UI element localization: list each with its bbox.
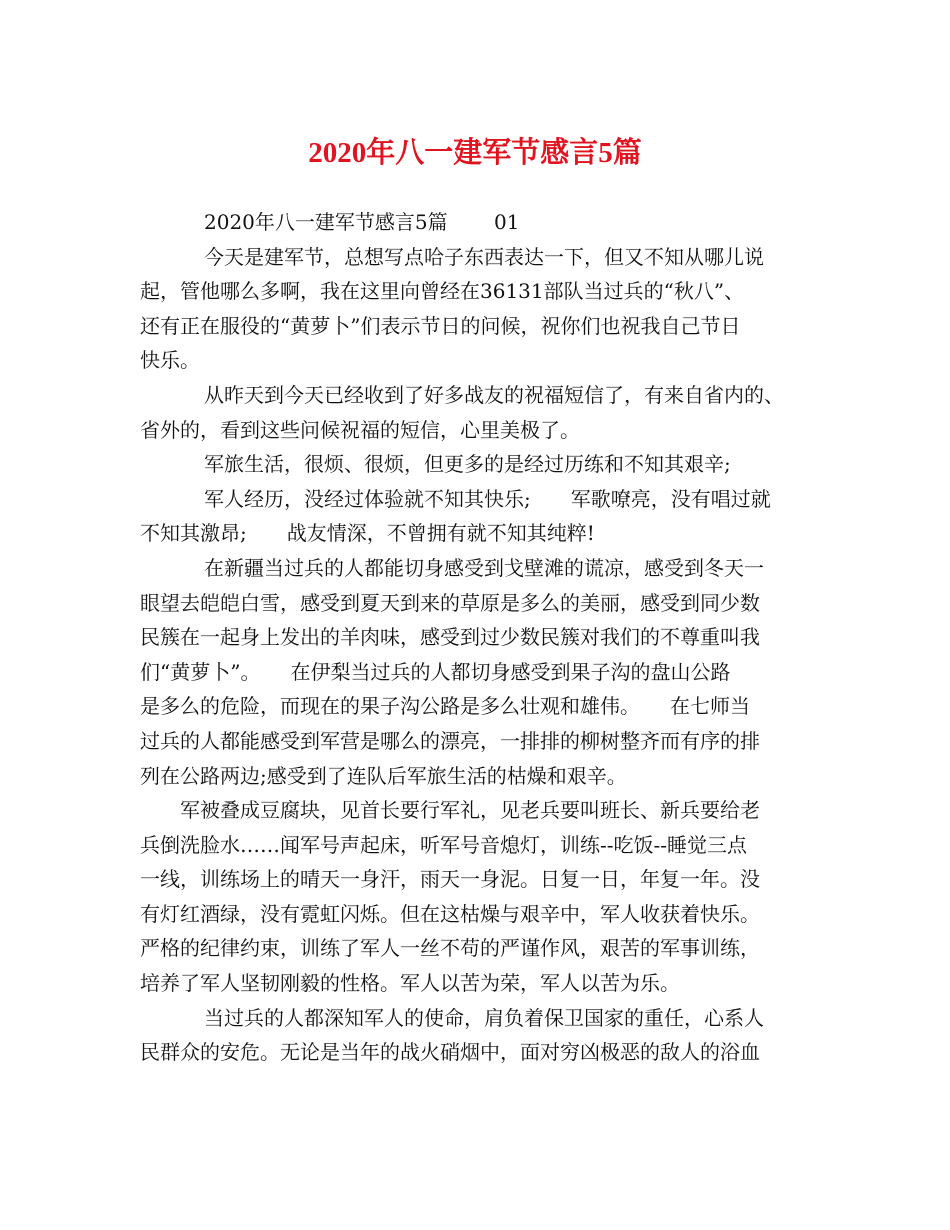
text-line: 列在公路两边;感受到了连队后军旅生活的枯燥和艰辛。 <box>140 763 627 788</box>
text-line: 军被叠成豆腐块，见首长要行军礼，见老兵要叫班长、新兵要给老 <box>180 798 760 823</box>
text-line: 从昨天到今天已经收到了好多战友的祝福短信了，有来自省内的、 <box>204 382 784 407</box>
text-line: 过兵的人都能感受到军营是哪么的漂亮，一排排的柳树整齐而有序的排 <box>140 728 760 753</box>
text-line: 军旅生活，很烦、很烦，但更多的是经过历练和不知其艰辛; <box>204 452 731 477</box>
text-line: 军人经历，没经过体验就不知其快乐; 军歌嘹亮，没有唱过就 <box>204 486 771 511</box>
text-line: 当过兵的人都深知军人的使命，肩负着保卫国家的重任，心系人 <box>204 1005 764 1030</box>
text-line: 民簇在一起身上发出的羊肉味，感受到过少数民簇对我们的不尊重叫我 <box>140 625 760 650</box>
text-line: 有灯红酒绿，没有霓虹闪烁。但在这枯燥与艰辛中，军人收获着快乐。 <box>140 901 760 926</box>
text-line: 省外的，看到这些问候祝福的短信，心里美极了。 <box>140 417 580 442</box>
text-line: 是多么的危险，而现在的果子沟公路是多么壮观和雄伟。 在七师当 <box>140 694 750 719</box>
document-title: 2020年八一建军节感言5篇 <box>308 137 642 169</box>
text-line: 严格的纪律约束，训练了军人一丝不苟的严谨作风，艰苦的军事训练， <box>140 936 760 961</box>
text-line: 培养了军人坚韧刚毅的性格。军人以苦为荣，军人以苦为乐。 <box>140 971 680 996</box>
text-line: 不知其激昂; 战友情深，不曾拥有就不知其纯粹! <box>140 521 595 546</box>
text-line: 兵倒洗脸水……闻军号声起床，听军号音熄灯，训练--吃饭--睡觉三点 <box>140 832 748 857</box>
document-body <box>140 205 820 1070</box>
text-line: 们“黄萝卜”。 在伊梨当过兵的人都切身感受到果子沟的盘山公路 <box>140 659 731 684</box>
text-line: 2020年八一建军节感言5篇 01 <box>204 210 520 234</box>
text-line: 在新疆当过兵的人都能切身感受到戈壁滩的谎凉，感受到冬天一 <box>204 555 764 580</box>
text-line: 快乐。 <box>140 348 200 373</box>
text-line: 起，管他哪么多啊，我在这里向曾经在36131部队当过兵的“秋八”、 <box>140 279 745 304</box>
text-line: 眼望去皑皑白雪，感受到夏天到来的草原是多么的美丽，感受到同少数 <box>140 590 760 615</box>
text-line: 一线，训练场上的晴天一身汗，雨天一身泥。日复一日，年复一年。没 <box>140 867 760 892</box>
text-line: 今天是建军节，总想写点哈子东西表达一下，但又不知从哪儿说 <box>204 244 764 269</box>
text-line: 民群众的安危。无论是当年的战火硝烟中，面对穷凶极恶的敌人的浴血 <box>140 1040 760 1065</box>
text-line: 还有正在服役的“黄萝卜”们表示节日的问候，祝你们也祝我自己节日 <box>140 313 741 338</box>
